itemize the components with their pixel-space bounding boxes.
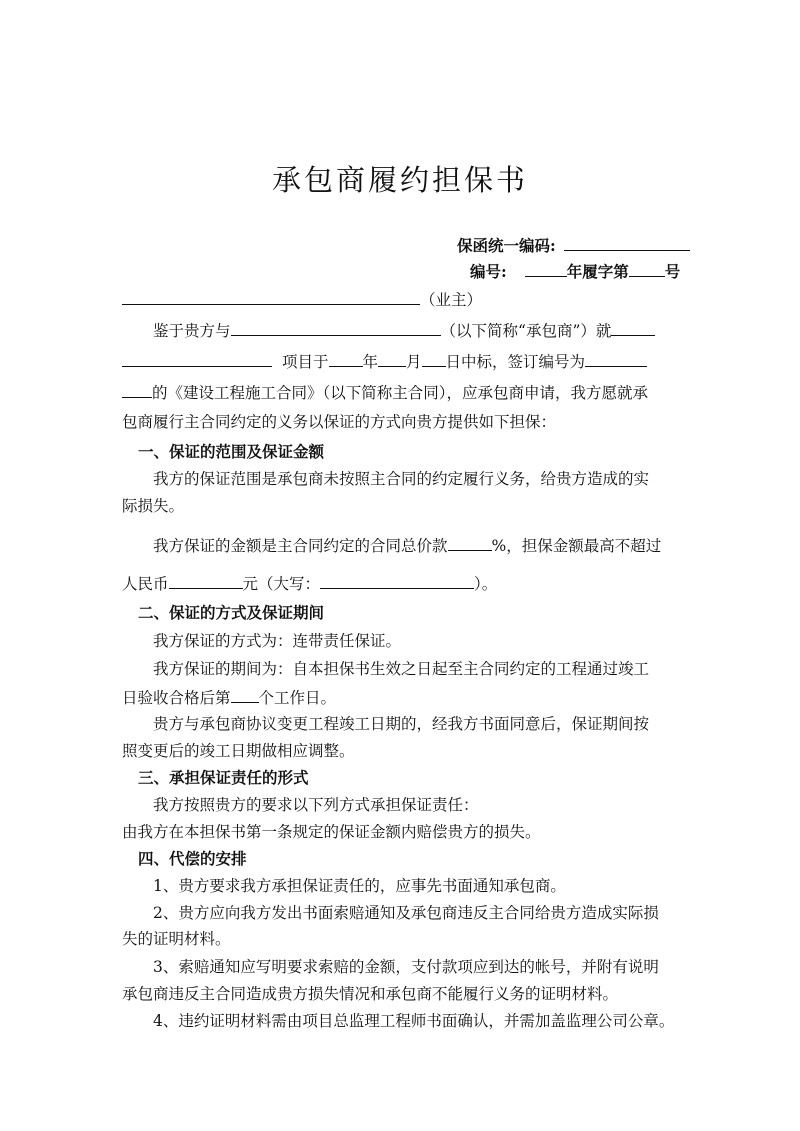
contractor-blank — [231, 318, 441, 336]
section-3-para-1: 我方按照贵方的要求以下列方式承担保证责任： — [153, 796, 479, 814]
section-4-item-3a: 3、索赔通知应写明要求索赔的金额，支付款项应到达的帐号，并附有说明 — [153, 958, 659, 976]
number-end-label: 号 — [664, 262, 681, 281]
unified-code-blank — [564, 233, 690, 251]
amount-words-blank — [320, 571, 474, 589]
section-4-heading: 四、代偿的安排 — [138, 849, 247, 868]
project-blank-b — [122, 349, 272, 367]
section-4-item-2a: 2、贵方应向我方发出书面索赔通知及承包商违反主合同给贵方造成实际损 — [153, 904, 659, 922]
year-blank — [329, 349, 363, 367]
owner-suffix: （业主） — [420, 291, 483, 309]
number-seq-blank — [629, 259, 665, 277]
section-1-text: 元（大写： — [242, 575, 321, 593]
section-1-text: 我方保证的金额是主合同约定的合同总价款 — [153, 537, 448, 555]
amount-blank — [169, 571, 243, 589]
number-row — [470, 259, 680, 283]
section-4-item-4: 4、违约证明材料需由项目总监理工程师书面确认，并需加盖监理公司公章。 — [153, 1012, 675, 1030]
intro-text: 的《建设工程施工合同》（以下简称主合同），应承包商申请，我方愿就承 — [152, 384, 649, 402]
intro-text: 鉴于贵方与 — [153, 322, 231, 340]
contract-number-blank-a — [585, 349, 647, 367]
percent-blank — [448, 533, 492, 551]
number-label: 编号: — [470, 262, 507, 281]
intro-line-2 — [122, 349, 647, 373]
intro-line-4: 包商履行主合同约定的义务以保证的方式向贵方提供如下担保： — [122, 413, 557, 431]
section-1-para-3 — [122, 571, 497, 595]
project-blank-a — [611, 318, 655, 336]
section-1-text: ）。 — [474, 575, 498, 593]
section-3-para-2: 由我方在本担保书第一条规定的保证金额内赔偿贵方的损失。 — [122, 823, 541, 841]
section-2-para-3b: 照变更后的竣工日期做相应调整。 — [122, 742, 355, 760]
unified-code-row — [457, 233, 690, 257]
section-1-para-1a: 我方的保证范围是承包商未按照主合同的约定履行义务，给贵方造成的实 — [153, 470, 650, 488]
owner-row — [122, 287, 482, 311]
section-4-item-2b: 失的证明材料。 — [122, 930, 231, 948]
section-4-item-3b: 承包商违反主合同造成贵方损失情况和承包商不能履行义务的证明材料。 — [122, 985, 619, 1003]
section-1-text: 人民币 — [122, 575, 169, 593]
section-1-heading: 一、保证的范围及保证金额 — [138, 442, 325, 461]
workday-blank — [231, 685, 259, 703]
day-blank — [422, 349, 446, 367]
section-2-heading: 二、保证的方式及保证期间 — [138, 603, 325, 622]
number-mid-label: 年履字第 — [566, 262, 629, 281]
section-2-text: 个工作日。 — [258, 689, 337, 707]
intro-text: 日中标，签订编号为 — [445, 353, 586, 371]
owner-blank — [122, 287, 420, 305]
section-2-para-2a: 我方保证的期间为：自本担保书生效之日起至主合同约定的工程通过竣工 — [153, 660, 650, 678]
section-3-heading: 三、承担保证责任的形式 — [138, 768, 309, 787]
section-2-para-2b — [122, 685, 336, 709]
month-blank — [378, 349, 406, 367]
document-title: 承包商履约担保书 — [271, 163, 528, 197]
section-2-text: 日验收合格后第 — [122, 689, 231, 707]
intro-text: 月 — [406, 353, 422, 371]
section-1-text: %，担保金额最高不超过 — [491, 537, 662, 555]
unified-code-label: 保函统一编码: — [457, 236, 556, 255]
section-2-para-3a: 贵方与承包商协议变更工程竣工日期的，经我方书面同意后，保证期间按 — [153, 715, 650, 733]
number-year-blank — [525, 259, 567, 277]
section-4-item-1: 1、贵方要求我方承担保证责任的，应事先书面通知承包商。 — [153, 877, 566, 895]
contract-number-blank-b — [122, 380, 152, 398]
intro-text: （以下简称“承包商”）就 — [440, 322, 612, 340]
intro-line-1 — [153, 318, 655, 342]
intro-line-3 — [122, 380, 648, 404]
section-1-para-2 — [153, 533, 661, 557]
intro-text: 项目于 — [282, 353, 329, 371]
intro-text: 年 — [362, 353, 379, 371]
section-1-para-1b: 际损失。 — [122, 497, 185, 515]
section-2-para-1: 我方保证的方式为：连带责任保证。 — [153, 632, 402, 650]
